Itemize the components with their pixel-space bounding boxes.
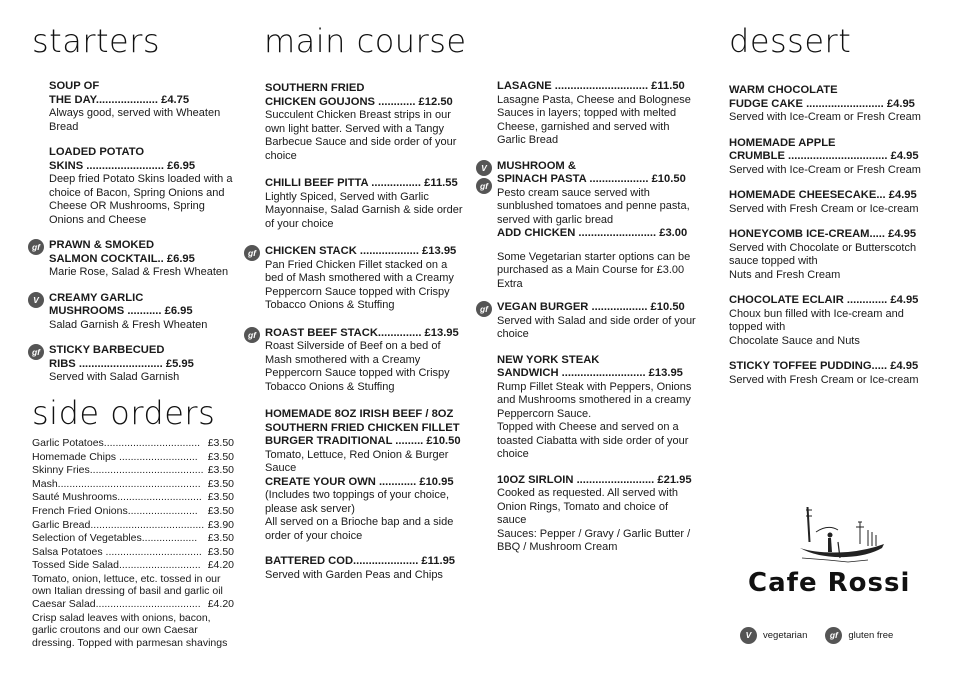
menu-item xyxy=(729,189,927,216)
menu-item-description: Tomato, Lettuce, Red Onion & Burger Sauce xyxy=(265,448,449,474)
vegetarian-icon: V xyxy=(740,627,757,644)
side-order-price: £4.20 xyxy=(207,559,234,572)
side-order-price: £3.50 xyxy=(207,491,234,504)
menu-item-description: Served with Salad and side order of your choice xyxy=(497,314,696,340)
starters-title: starters xyxy=(32,22,161,60)
menu-item-description: Salad Garnish & Fresh Wheaten xyxy=(49,318,208,331)
menu-item-name-price: BATTERED COD..................... £11.95 xyxy=(265,555,456,567)
menu-item-name-price: 10OZ SIRLOIN ......................... £21.95 xyxy=(497,473,692,486)
menu-item-name-price: HONEYCOMB ICE-CREAM..... £4.95 xyxy=(729,228,917,240)
gluten-free-icon: gf xyxy=(244,327,260,343)
menu-item xyxy=(497,80,697,148)
menu-item-description: Served with Salad Garnish xyxy=(49,371,180,383)
menu-item-name-price: HOMEMADE 8OZ IRISH BEEF / 8OZ SOUTHERN FRIED CHICKEN FILLET BURGER TRADITIONAL ......... £10.50 xyxy=(265,408,461,447)
menu-item-name-price: ROAST BEEF STACK.............. £13.95 xyxy=(265,326,459,339)
menu-item-description: Pan Fried Chicken Fillet stacked on a bed of Mash smothered with a Creamy Peppercorn Sauce topped with Crispy Tobacco Onions & Stuffing xyxy=(265,258,454,311)
side-order-row xyxy=(32,546,234,560)
side-order-row xyxy=(32,559,234,573)
menu-item xyxy=(479,159,697,228)
menu-item xyxy=(729,84,927,125)
menu-item xyxy=(265,82,465,163)
menu-item-description: Rump Fillet Steak with Peppers, Onions and Mushrooms smothered in a creamy Peppercorn Sauce. Topped with Cheese and served on a toasted Ciabatta with side order of your choice xyxy=(497,380,692,460)
side-order-name: Sauté Mushrooms............................. xyxy=(32,491,202,504)
main-course-title: main course xyxy=(264,22,467,60)
side-order-row xyxy=(32,451,234,465)
menu-item xyxy=(497,251,697,292)
menu-item-description: Lightly Spiced, Served with Garlic Mayonnaise, Salad Garnish & side order of your choice xyxy=(265,190,463,230)
menu-item-description: Served with Fresh Cream or Ice-cream xyxy=(729,373,919,386)
menu-item-name-price: PRAWN & SMOKED SALMON COCKTAIL.. £6.95 xyxy=(49,239,195,265)
gluten-free-icon: gf xyxy=(244,245,260,261)
menu-item xyxy=(729,360,927,387)
menu-item-description: Marie Rose, Salad & Fresh Wheaten xyxy=(49,266,229,278)
vegetarian-label: vegetarian xyxy=(763,630,808,641)
side-order-price: £3.90 xyxy=(207,518,234,531)
menu-item xyxy=(479,301,697,342)
dessert-title: dessert xyxy=(729,22,852,60)
side-orders-list xyxy=(32,437,234,649)
menu-item-description: Lasagne Pasta, Cheese and Bolognese Sauces in layers; topped with melted Cheese, garnished and served with Garlic Bread xyxy=(497,93,691,146)
side-order-name: Skinny Fries....................................... xyxy=(32,464,204,477)
menu-item-description: Deep fried Potato Skins loaded with a choice of Bacon, Spring Onions and Cheese OR Mushrooms, Spring Onions and Cheese xyxy=(49,173,233,226)
menu-item-name-price: LASAGNE .............................. £11.50 xyxy=(497,80,685,92)
side-order-name: Garlic Bread....................................... xyxy=(32,518,205,531)
side-order-price: £3.50 xyxy=(207,504,234,517)
side-order-price: £3.50 xyxy=(207,437,234,449)
side-order-row xyxy=(32,464,234,478)
brand-logo: Cafe Rossi xyxy=(748,568,911,598)
menu-item-description: (Includes two toppings of your choice, please ask server) All served on a Brioche bap and a side order of your choice xyxy=(265,489,454,542)
menu-item-name-price: CHOCOLATE ECLAIR ............. £4.95 xyxy=(729,294,919,306)
menu-item-description: Succulent Chicken Breast strips in our own light batter. Served with a Tangy Barbecue Sauce and side order of your choice xyxy=(265,109,457,162)
menu-item-name-price: STICKY TOFFEE PUDDING..... £4.95 xyxy=(729,360,919,372)
menu-item xyxy=(33,291,239,333)
side-order-price: £3.50 xyxy=(207,477,234,490)
menu-item-description: Served with Chocolate or Butterscotch sauce topped with Nuts and Fresh Cream xyxy=(729,241,917,281)
menu-item-description: Choux bun filled with Ice-cream and topped with Chocolate Sauce and Nuts xyxy=(729,307,904,347)
gluten-free-icon: gf xyxy=(28,344,44,360)
menu-item-name-price: SOUTHERN FRIED CHICKEN GOUJONS ............ £12.50 xyxy=(265,82,453,108)
gluten-free-icon: gf xyxy=(28,239,44,255)
menu-item xyxy=(265,177,465,231)
menu-item-name-price: CHILLI BEEF PITTA ................ £11.55 xyxy=(265,177,458,189)
menu-item-name-price: SOUP OF THE DAY.................... £4.75 xyxy=(49,80,190,106)
side-order-price: £3.50 xyxy=(207,464,234,477)
menu-item xyxy=(729,137,927,178)
menu-item xyxy=(247,245,465,313)
side-order-row xyxy=(32,519,234,533)
menu-item xyxy=(265,408,465,476)
dessert-list xyxy=(729,84,927,387)
menu-item xyxy=(49,80,239,134)
menu-item xyxy=(31,344,239,385)
menu-item-name-price: HOMEMADE CHEESECAKE... £4.95 xyxy=(729,189,917,201)
side-order-row xyxy=(32,598,234,612)
menu-item-description: Served with Ice-Cream or Fresh Cream xyxy=(729,163,921,176)
side-order-name: Homemade Chips ........................... xyxy=(32,450,198,463)
side-order-price: £3.50 xyxy=(207,532,234,545)
menu-item xyxy=(265,476,465,544)
side-order-row xyxy=(32,437,234,451)
side-order-name: Selection of Vegetables................... xyxy=(32,532,198,545)
menu-item-name-price: WARM CHOCOLATE FUDGE CAKE ......................... £4.95 xyxy=(729,84,915,110)
side-order-description: Crisp salad leaves with onions, bacon, garlic croutons and our own Caesar dressing. Topped with parmesan shavings xyxy=(32,611,228,649)
side-order-name: Mash................................................. xyxy=(32,477,201,490)
side-order-row xyxy=(32,478,234,492)
menu-item-name-price: ADD CHICKEN ......................... £3.00 xyxy=(497,227,688,239)
menu-item-name-price: CREATE YOUR OWN ............ £10.95 xyxy=(265,475,454,488)
main-course-column-2 xyxy=(479,80,697,555)
menu-item-description: Some Vegetarian starter options can be purchased as a Main Course for £3.00 Extra xyxy=(497,250,691,290)
menu-item xyxy=(247,326,465,395)
gluten-free-label: gluten free xyxy=(848,630,894,641)
side-order-name: French Fried Onions........................ xyxy=(32,504,198,517)
menu-item xyxy=(31,239,239,280)
gondola-venice-illustration xyxy=(798,502,888,564)
menu-item-name-price: HOMEMADE APPLE CRUMBLE ................................ £4.95 xyxy=(729,136,919,162)
menu-item-description: Roast Silverside of Beef on a bed of Mash smothered with a Creamy Peppercorn Sauce topped with Crispy Tobacco Onions & Stuffing xyxy=(265,340,450,393)
vegetarian-icon: V xyxy=(476,160,492,176)
menu-item xyxy=(265,555,465,582)
menu-item xyxy=(729,228,927,282)
starters-list xyxy=(31,80,239,385)
menu-item xyxy=(497,227,697,241)
menu-item-description: Served with Garden Peas and Chips xyxy=(265,568,443,581)
side-order-name: Tossed Side Salad............................ xyxy=(32,559,201,572)
main-course-column-1 xyxy=(247,82,465,582)
menu-item-name-price: STICKY BARBECUED RIBS ........................... £5.95 xyxy=(49,344,194,370)
menu-item xyxy=(497,474,697,555)
menu-item-description: Cooked as requested. All served with Onion Rings, Tomato and choice of sauce Sauces: Pepper / Gravy / Garlic Butter / BBQ / Mushroom Cream xyxy=(497,487,691,553)
vegetarian-icon: V xyxy=(28,292,44,308)
menu-item-description: Always good, served with Wheaten Bread xyxy=(49,107,221,133)
side-order-price: £3.50 xyxy=(207,450,234,463)
menu-item-name-price: CREAMY GARLIC MUSHROOMS ........... £6.95 xyxy=(49,291,193,317)
side-orders-title: side orders xyxy=(32,394,216,432)
side-order-name: Garlic Potatoes................................. xyxy=(32,437,201,449)
side-order-price: £3.50 xyxy=(207,545,234,558)
menu-item-name-price: LOADED POTATO SKINS ......................... £6.95 xyxy=(49,146,196,172)
menu-item-description: Served with Ice-Cream or Fresh Cream xyxy=(729,111,921,123)
menu-item-name-price: VEGAN BURGER .................. £10.50 xyxy=(497,301,685,313)
side-order-description: Tomato, onion, lettuce, etc. tossed in our own Italian dressing of basil and garlic oil xyxy=(32,572,223,598)
side-order-row xyxy=(32,491,234,505)
side-order-row xyxy=(32,505,234,519)
menu-item-name-price: MUSHROOM & SPINACH PASTA ................... £10.50 xyxy=(497,159,686,185)
side-order-name: Caesar Salad.................................... xyxy=(32,597,201,610)
menu-item xyxy=(729,294,927,348)
side-order-name: Salsa Potatoes ................................. xyxy=(32,545,202,558)
menu-item-name-price: CHICKEN STACK ................... £13.95 xyxy=(265,245,457,257)
menu-item-name-price: NEW YORK STEAK SANDWICH ........................... £13.95 xyxy=(497,353,683,379)
legend xyxy=(740,627,893,644)
menu-item xyxy=(49,146,239,227)
side-order-row xyxy=(32,532,234,546)
menu-item-description: Served with Fresh Cream or Ice-cream xyxy=(729,202,919,215)
menu-item-description: Pesto cream sauce served with sunblushed tomatoes and penne pasta, served with garlic bread xyxy=(497,186,690,226)
gluten-free-icon: gf xyxy=(825,627,842,644)
gluten-free-icon: gf xyxy=(476,178,492,194)
side-order-price: £4.20 xyxy=(207,597,234,610)
menu-item xyxy=(497,354,697,462)
gluten-free-icon: gf xyxy=(476,301,492,317)
